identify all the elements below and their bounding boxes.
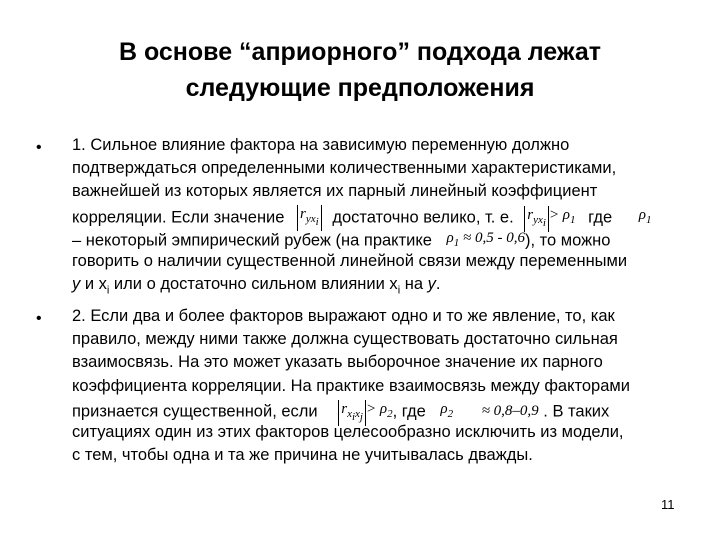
formula-rho1: $\rho_1$ (638, 206, 652, 226)
formula-rho2-value: ≈ 0,8–0,9 (481, 403, 539, 420)
p2-line-3: взаимосвязь. На это может указать выборочное значение их парного (72, 353, 603, 372)
slide-title (60, 34, 660, 106)
p1-line-5a: – некоторый эмпирический рубеж (на практике (72, 231, 432, 250)
page-number: 11 (661, 497, 675, 512)
p1-line-6: говорить о наличии существенной линейной связи между переменными (72, 251, 628, 270)
formula-r-xx-gt-rho2: $r_{x_ix_j}> \rho_2$ (338, 398, 392, 426)
p2-line-4: коэффициента корреляции. На практике взаимосвязь между факторами (72, 376, 630, 395)
p1-line-5 (72, 227, 692, 250)
p2-line-7: с тем, чтобы одна и та же причина не учитывалась дважды. (72, 446, 533, 465)
title-line-2: следующие предположения (185, 74, 535, 102)
bullet-2: • (36, 310, 42, 327)
p2-line-5a: признается существенной, если (72, 402, 318, 421)
paragraph-2 (72, 305, 692, 467)
formula-gt-rho1: $r_{yx_i}> \rho_1$ (524, 204, 575, 232)
p2-line-2: правило, между ними также должна существовать достаточно сильная (72, 330, 618, 349)
p1-line-1: 1. Сильное влияние фактора на зависимую переменную должно (72, 136, 570, 154)
p1-line-4 (72, 204, 692, 227)
p2-line-6: ситуациях один из этих факторов целесообразно исключить из модели, (72, 422, 624, 441)
p1-line-5b: ), то можно (524, 231, 611, 250)
p1-line-4a: корреляции. Если значение (72, 208, 285, 227)
p2-line-5 (72, 398, 692, 421)
p1-line-2: подтверждаться определенными количественными характеристиками, (72, 159, 617, 178)
formula-rho2: $\rho_2$ (440, 400, 454, 420)
p1-line-7: y и $x_i$ или о достаточно сильном влиянии $x_i$ на y. (72, 275, 441, 297)
title-line-1: В основе “априорного” подхода лежат (118, 38, 602, 66)
formula-r-yx: $r_{yx_i}$ (297, 205, 322, 231)
bullet-1: • (36, 139, 42, 156)
paragraph-1 (72, 134, 692, 296)
p2-line-5c: . В таких (543, 402, 610, 421)
p1-line-4c: где (588, 208, 613, 227)
p1-line-4b: достаточно велико, т. е. (332, 208, 514, 227)
p2-line-5b: , где (392, 402, 426, 421)
p2-line-1: 2. Если два и более факторов выражают одно и то же явление, то, как (72, 307, 615, 325)
p1-line-3: важнейшей из которых является их парный линейный коэффициент (72, 182, 598, 201)
formula-rho1-value: $\rho_1 \approx 0,5 - 0,6$ (446, 229, 525, 249)
